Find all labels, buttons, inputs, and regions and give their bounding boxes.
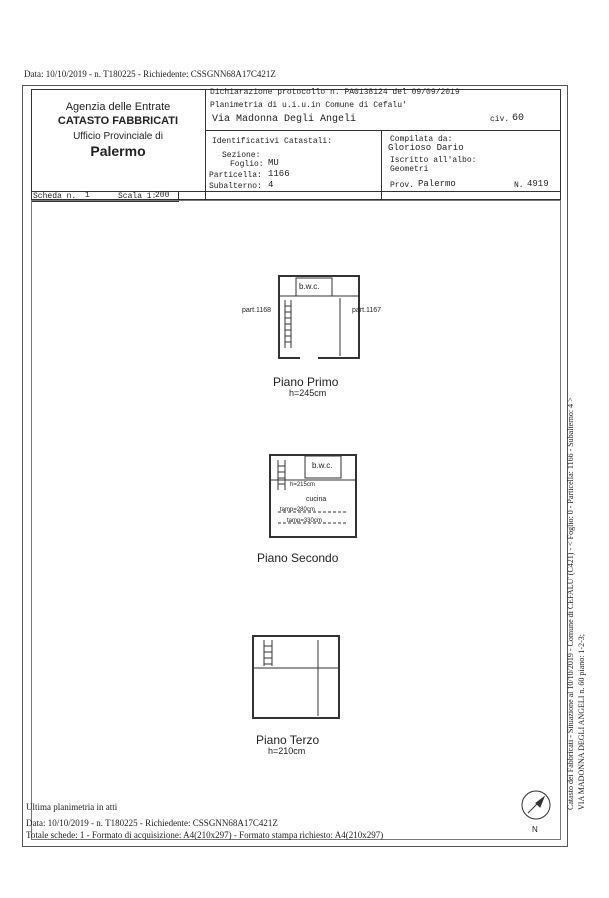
agency-name: Agenzia delle Entrate xyxy=(65,101,171,113)
agency-catasto: CATASTO FABBRICATI xyxy=(57,115,179,127)
piano-primo-title: Piano Primo xyxy=(273,375,339,389)
foglio-label: Foglio: xyxy=(230,160,264,169)
footer-totale: Totale schede: 1 - Formato di acquisizione: A4(210x297) - Formato stampa richiesto: A4(210x297) xyxy=(26,830,384,840)
footer-data-line: Data: 10/10/2019 - n. T180225 - Richiedente: CSSGNN68A17C421Z xyxy=(26,818,278,828)
primo-left-parcel: part.1168 xyxy=(242,307,272,314)
top-request-line: Data: 10/10/2019 - n. T180225 - Richiedente: CSSGNN68A17C421Z xyxy=(24,69,276,79)
protocol-line: Dichiarazione protocollo n. PA0138124 del 09/09/2019 xyxy=(210,88,460,97)
prov-label: Prov. xyxy=(390,181,415,190)
scheda-value: 1 xyxy=(85,191,90,200)
particella-label: Particella: xyxy=(209,171,262,180)
scheda-label: Scheda n. xyxy=(33,192,77,201)
primo-bwc-label: b.w.c. xyxy=(299,282,320,291)
subalterno-label: Subalterno: xyxy=(209,182,262,191)
secondo-bwc-label: b.w.c. xyxy=(312,461,333,470)
civ-value: 60 xyxy=(512,113,525,124)
secondo-note-1: h=215cm xyxy=(290,482,315,488)
compilata-name: Glorioso Dario xyxy=(388,143,464,153)
secondo-note-2: tamp=280cm xyxy=(280,507,315,513)
identificativi-title: Identificativi Catastali: xyxy=(212,137,333,146)
agency-province: Palermo xyxy=(90,143,146,159)
north-label: N xyxy=(532,825,538,834)
primo-right-parcel: part.1167 xyxy=(352,307,382,314)
piano-secondo-title: Piano Secondo xyxy=(257,551,339,565)
compilata-label: Compilata da: xyxy=(390,135,453,144)
n-value: 4919 xyxy=(527,179,549,189)
address: Via Madonna Degli Angeli xyxy=(212,114,357,125)
secondo-note-3: tamp=330cm xyxy=(287,518,322,524)
secondo-cucina-label: cucina xyxy=(306,496,327,503)
piano-terzo-title: Piano Terzo xyxy=(256,733,320,747)
prov-value: Palermo xyxy=(418,179,456,189)
subalterno-value: 4 xyxy=(268,180,274,190)
side-text-line-2: VIA MADONNA DEGLI ANGELI n. 60 piano: 1-2-3; xyxy=(577,634,586,810)
piano-primo-height: h=245cm xyxy=(289,388,327,398)
sezione-label: Sezione: xyxy=(222,151,261,160)
n-label: N. xyxy=(514,181,524,190)
agency-office: Ufficio Provinciale di xyxy=(73,131,163,142)
ultima-planimetria: Ultima planimetria in atti xyxy=(26,802,118,812)
piano-terzo-height: h=210cm xyxy=(268,746,306,756)
scala-label: Scala 1: xyxy=(118,192,157,201)
civ-label: civ. xyxy=(490,115,510,124)
planimetria-line: Planimetria di u.i.u.in Comune di Cefalu' xyxy=(210,101,407,110)
foglio-value: MU xyxy=(268,158,279,168)
side-text-line-1: Catasto dei Fabbricati - Situazione al 10/10/2019 - Comune di CEFALU' (C421) - < Foglio: 0 - Particella: 1166 - Subalterno: 4 > xyxy=(566,397,575,810)
albo-value: Geometri xyxy=(390,165,429,174)
scala-value: 200 xyxy=(155,191,170,200)
particella-value: 1166 xyxy=(268,169,290,179)
iscritto-label: Iscritto all'albo: xyxy=(390,156,477,165)
